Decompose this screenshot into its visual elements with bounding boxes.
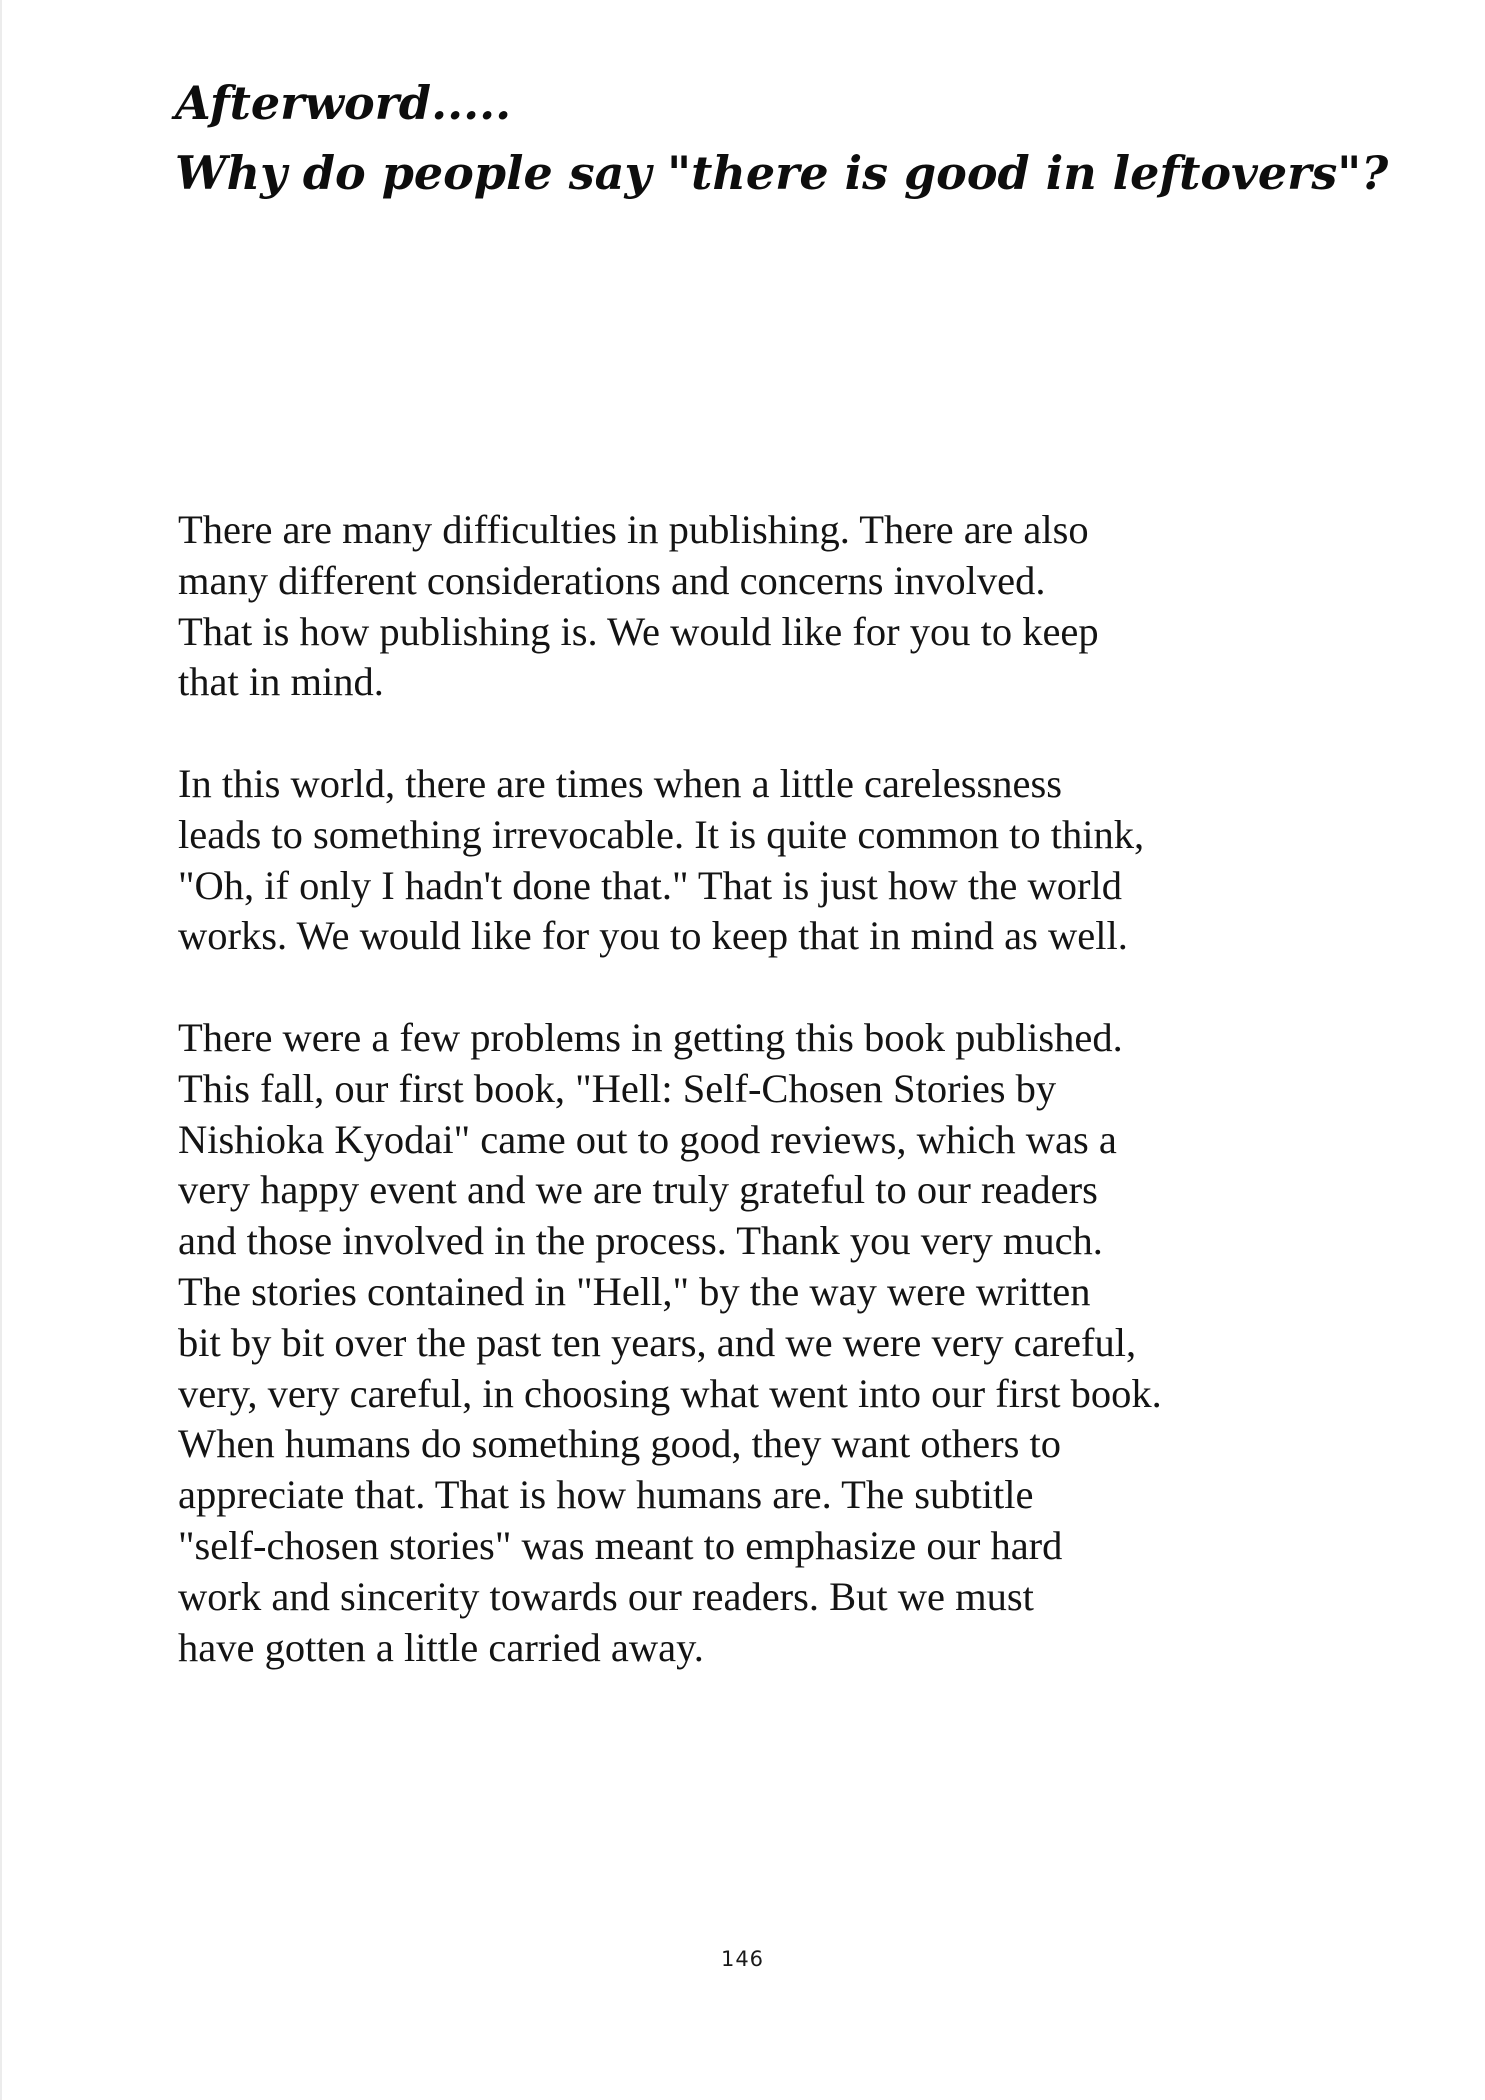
text-line: leads to something irrevocable. It is quite common to think, — [178, 811, 1145, 857]
heading-line-1: Afterword..... — [175, 76, 512, 130]
page-edge — [0, 0, 2, 2100]
text-line: That is how publishing is. We would like for you to keep — [178, 608, 1099, 654]
text-line: This fall, our first book, "Hell: Self-Chosen Stories by — [178, 1065, 1057, 1111]
text-line: work and sincerity towards our readers. But we must — [178, 1573, 1034, 1619]
text-line: When humans do something good, they want others to — [178, 1421, 1061, 1467]
text-line: There were a few problems in getting this book published. — [178, 1014, 1123, 1060]
text-line: Nishioka Kyodai" came out to good reviews, which was a — [178, 1116, 1117, 1162]
text-line: There are many difficulties in publishing. There are also — [178, 507, 1089, 552]
text-line: very, very careful, in choosing what went into our first book. — [178, 1370, 1162, 1416]
paragraph-1 — [178, 505, 1378, 708]
text-line: appreciate that. That is how humans are. The subtitle — [178, 1472, 1034, 1518]
paragraph-2 — [178, 759, 1378, 962]
text-line: In this world, there are times when a little carelessness — [178, 760, 1062, 806]
text-line: The stories contained in "Hell," by the way were written — [178, 1268, 1091, 1314]
body-text — [178, 505, 1378, 1673]
afterword-heading — [175, 68, 1389, 208]
text-line: "self-chosen stories" was meant to emphasize our hard — [178, 1522, 1063, 1568]
text-line: "Oh, if only I hadn't done that." That is just how the world — [178, 862, 1122, 908]
text-line: many different considerations and concerns involved. — [178, 557, 1046, 603]
heading-line-2: Why do people say "there is good in leftovers"? — [175, 146, 1389, 200]
text-line: have gotten a little carried away. — [178, 1624, 704, 1670]
paragraph-3 — [178, 1013, 1378, 1673]
text-line: very happy event and we are truly grateful to our readers — [178, 1167, 1098, 1213]
text-line: that in mind. — [178, 659, 384, 705]
text-line: and those involved in the process. Thank you very much. — [178, 1218, 1103, 1264]
page-number: 146 — [720, 1947, 765, 1971]
text-line: bit by bit over the past ten years, and we were very careful, — [178, 1319, 1137, 1365]
text-line: works. We would like for you to keep that in mind as well. — [178, 913, 1128, 959]
